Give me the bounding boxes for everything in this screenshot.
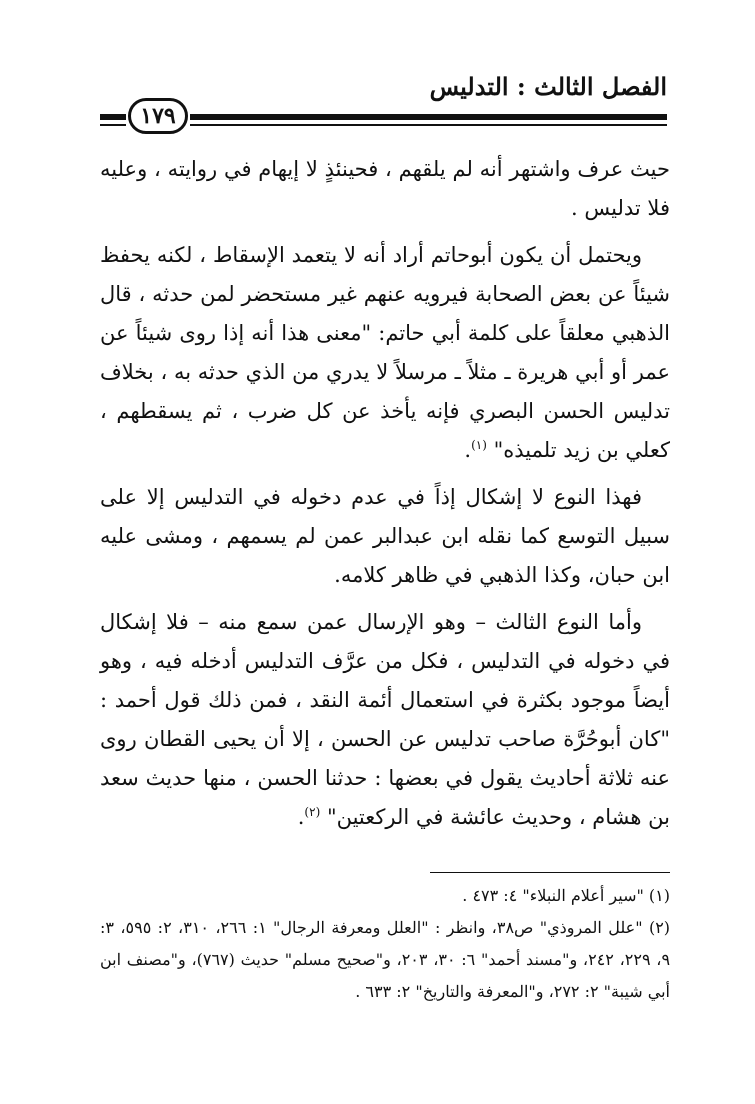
- footnote-divider: [430, 872, 670, 873]
- footnote: (١) "سير أعلام النبلاء" ٤: ٤٧٣ .: [462, 886, 670, 905]
- footnotes: [100, 880, 670, 1008]
- header-rule-left-thin: [100, 124, 126, 126]
- paragraph: فهذا النوع لا إشكال إذاً في عدم دخوله في التدليس إلا على سبيل التوسع كما نقله ابن عبدالبر عمن لم يسمهم ، ومشى عليه ابن حبان، وكذا الذهبي في ظاهر كلامه.: [100, 485, 670, 587]
- footnote: (٢) "علل المروذي" ص٣٨، وانظر : "العلل ومعرفة الرجال" ١: ٢٦٦، ٣١٠، ٢: ٥٩٥، ٣: ٩، ٢٢٩، ٢٤٢، و"مسند أحمد" ٦: ٣٠، ٢٠٣، و"صحيح مسلم" حديث (٧٦٧)، و"مصنف ابن أبي شيبة" ٢: ٢٧٢، و"المعرفة والتاريخ" ٢: ٦٣٣ .: [100, 918, 671, 1001]
- page-number: [128, 98, 188, 134]
- footnote-ref[interactable]: (١): [471, 438, 487, 452]
- footnote-ref[interactable]: (٢): [304, 805, 321, 819]
- header-rule-thin: [190, 124, 667, 126]
- paragraph-text: وأما النوع الثالث – وهو الإرسال عمن سمع منه – فلا إشكال في دخوله في التدليس ، فكل من عرَّف التدليس أدخله فيه ، وهو أيضاً موجود بكثرة في استعمال أئمة النقد ، فمن ذلك قول أحمد : "كان أبوحُرَّة صاحب تدليس عن الحسن ، إلا أن يحيى القطان روى عنه ثلاثة أحاديث يقول في بعضها : حدثنا الحسن ، منها حديث سعد بن هشام ، وحديث عائشة في الركعتين": [100, 610, 670, 829]
- header-rule-left-thick: [100, 114, 126, 120]
- paragraph: وأما النوع الثالث – وهو الإرسال عمن سمع منه – فلا إشكال في دخوله في التدليس ، فكل من عرَّف التدليس أدخله فيه ، وهو أيضاً موجود بكثرة في استعمال أئمة النقد ، فمن ذلك قول أحمد : "كان أبوحُرَّة صاحب تدليس عن الحسن ، إلا أن يحيى القطان روى عنه ثلاثة أحاديث يقول في بعضها : حدثنا الحسن ، منها حديث سعد بن هشام ، وحديث عائشة في الركعتين" $^{(٢)}$.: [100, 610, 670, 829]
- chapter-title: الفصل الثالث : التدليس: [429, 72, 667, 101]
- main-text: [100, 150, 670, 845]
- page-number-text: ١٧٩: [140, 103, 176, 129]
- paragraph-text: ويحتمل أن يكون أبوحاتم أراد أنه لا يتعمد الإسقاط ، لكنه يحفظ شيئاً عن بعض الصحابة فيرويه عنهم غير مستحضر لمن حدثه ، قال الذهبي معلقاً على كلمة أبي حاتم: "معنى هذا أنه إذا روى شيئاً عن عمر أو أبي هريرة ـ مثلاً ـ مرسلاً لا يدري من الذي حدثه به ، بخلاف تدليس الحسن البصري فإنه يأخذ عن كل ضرب ، ثم يسقطهم ، كعلي بن زيد تلميذه": [100, 243, 670, 462]
- header-rule-thick: [190, 114, 667, 120]
- paragraph: حيث عرف واشتهر أنه لم يلقهم ، فحينئذٍ لا إيهام في روايته ، وعليه فلا تدليس .: [100, 157, 670, 220]
- paragraph: ويحتمل أن يكون أبوحاتم أراد أنه لا يتعمد الإسقاط ، لكنه يحفظ شيئاً عن بعض الصحابة فيرويه عنهم غير مستحضر لمن حدثه ، قال الذهبي معلقاً على كلمة أبي حاتم: "معنى هذا أنه إذا روى شيئاً عن عمر أو أبي هريرة ـ مثلاً ـ مرسلاً لا يدري من الذي حدثه به ، بخلاف تدليس الحسن البصري فإنه يأخذ عن كل ضرب ، ثم يسقطهم ، كعلي بن زيد تلميذه" $^{(١)}$.: [100, 243, 670, 462]
